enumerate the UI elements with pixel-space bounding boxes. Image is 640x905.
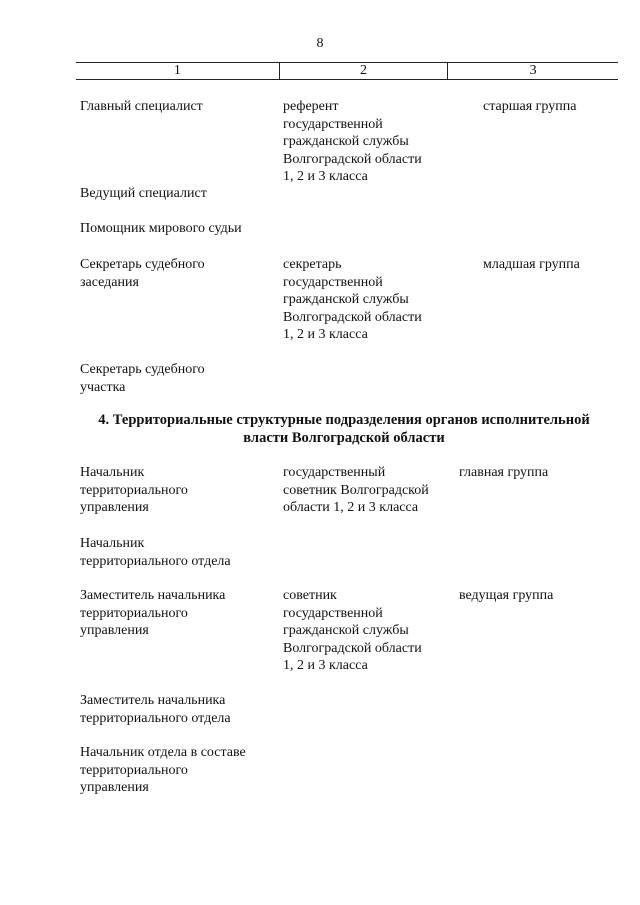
table-header-row — [76, 62, 618, 80]
row-position: Заместитель начальника территориального отдела — [80, 693, 231, 726]
row-group: главная группа — [459, 465, 549, 480]
row-class-rank: государственный советник Волгоградской области 1, 2 и 3 класса — [283, 465, 429, 515]
row-position: Секретарь судебного заседания — [80, 257, 205, 290]
table-header-col-2: 2 — [280, 63, 449, 79]
section-heading: 4. Территориальные структурные подразделения органов исполнительной власти Волгоградской области — [98, 412, 590, 446]
row-group: младшая группа — [483, 257, 580, 272]
row-group: ведущая группа — [459, 588, 554, 603]
row-position: Главный специалист — [80, 99, 203, 114]
row-position: Начальник территориального отдела — [80, 536, 231, 569]
row-group: старшая группа — [483, 99, 577, 114]
row-position: Начальник отдела в составе территориального управления — [80, 745, 246, 795]
row-position: Секретарь судебного участка — [80, 362, 205, 395]
page-number: 8 — [316, 36, 324, 51]
row-position: Заместитель начальника территориального управления — [80, 588, 226, 638]
row-position: Помощник мирового судьи — [80, 221, 242, 236]
row-position: Ведущий специалист — [80, 186, 207, 201]
row-class-rank: советник государственной гражданской службы Волгоградской области 1, 2 и 3 класса — [283, 588, 422, 673]
row-class-rank: референт государственной гражданской службы Волгоградской области 1, 2 и 3 класса — [283, 99, 422, 184]
row-position: Начальник территориального управления — [80, 465, 188, 515]
table-header-col-1: 1 — [76, 63, 280, 79]
table-header-col-3: 3 — [529, 63, 537, 78]
row-class-rank: секретарь государственной гражданской службы Волгоградской области 1, 2 и 3 класса — [283, 257, 422, 342]
